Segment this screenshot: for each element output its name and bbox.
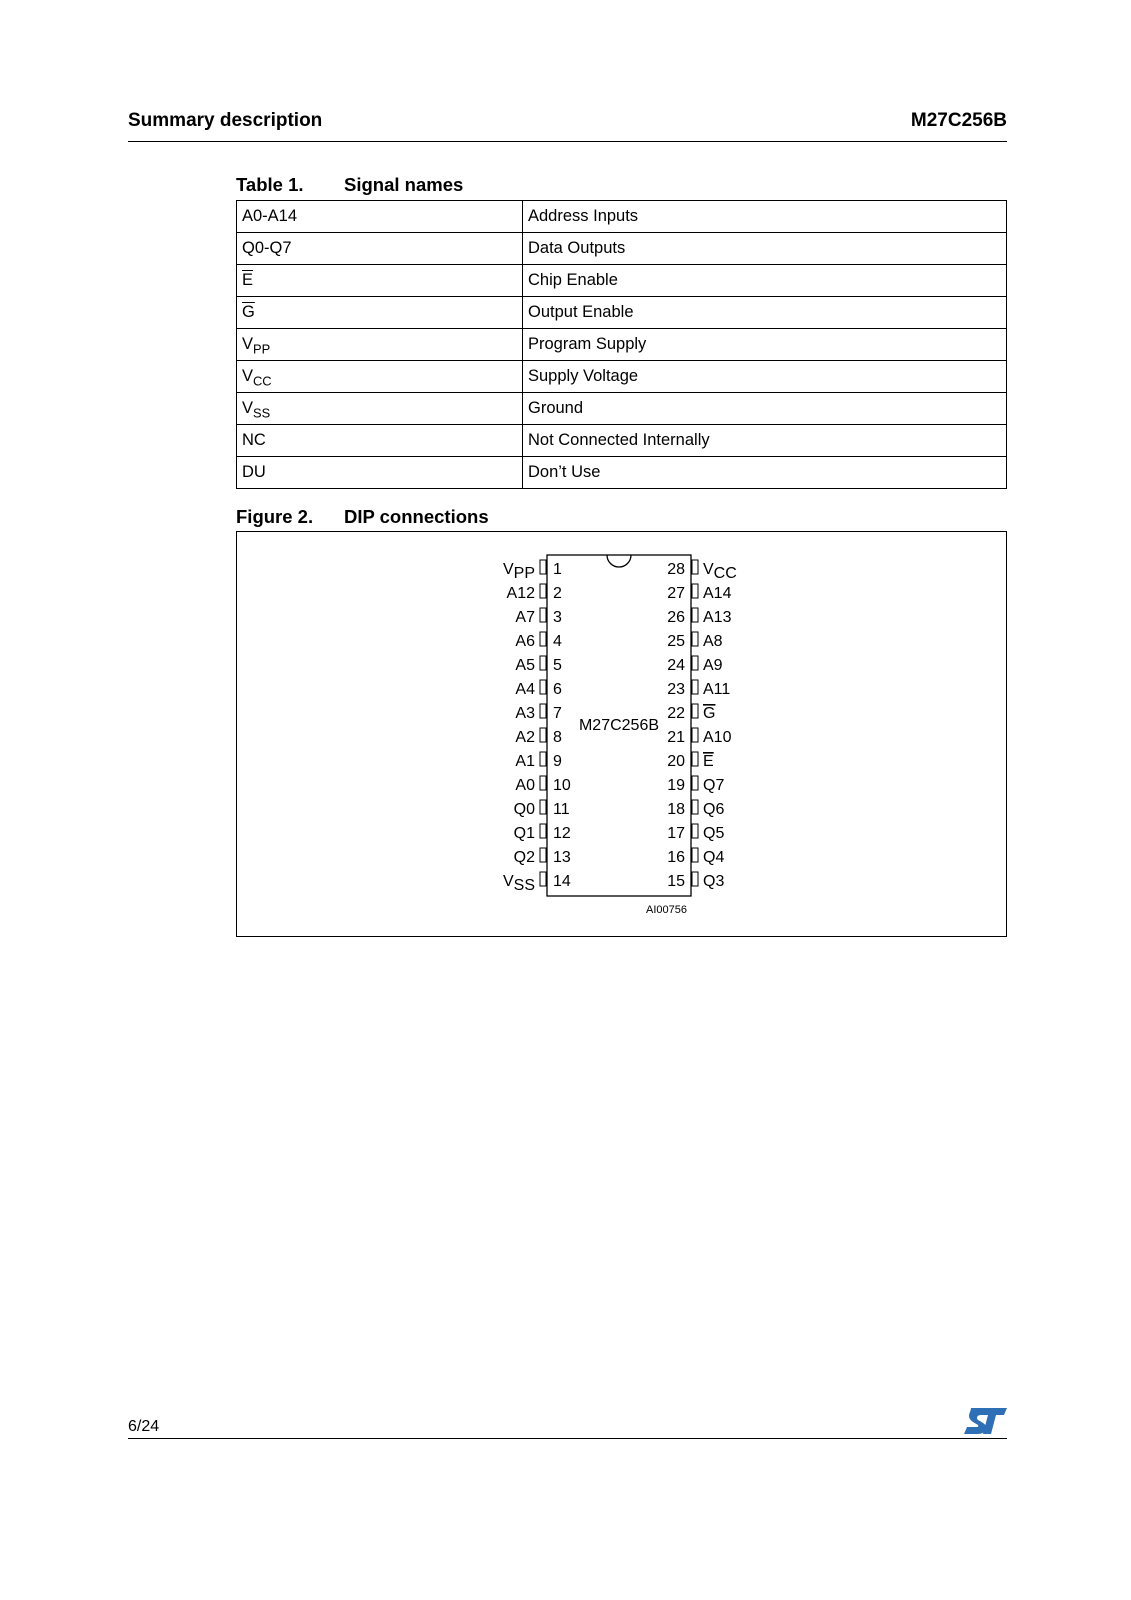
pin-number: 12	[553, 825, 571, 842]
pin-label-3: A7	[515, 609, 535, 626]
pin-lead	[692, 824, 698, 838]
dip-figure	[236, 531, 1007, 937]
signal-name	[237, 297, 523, 329]
pin-lead	[692, 776, 698, 790]
pin-label-7: A3	[515, 705, 535, 722]
table-row	[237, 329, 1007, 361]
pin-number: 23	[667, 681, 685, 698]
right-pins	[667, 560, 737, 890]
pin-label-16: Q4	[703, 849, 725, 866]
signal-description: Data Outputs	[523, 233, 1007, 265]
pin-lead	[692, 848, 698, 862]
pin-label-4: A6	[515, 633, 535, 650]
pin-number: 17	[667, 825, 685, 842]
chip-label: M27C256B	[578, 717, 660, 734]
pin-number: 27	[667, 585, 685, 602]
pin-number: 10	[553, 777, 571, 794]
pin-number: 18	[667, 801, 685, 818]
signal-name-text: $\overline{E}$	[242, 271, 254, 289]
signal-name: NC	[237, 425, 523, 457]
pin-number: 1	[553, 561, 562, 578]
pin-label-9: A1	[515, 753, 535, 770]
dip-diagram	[237, 532, 1006, 936]
signal-description: Don’t Use	[523, 457, 1007, 489]
pin-label-6: A4	[515, 681, 535, 698]
header-rule	[128, 141, 1007, 142]
signal-description: Chip Enable	[523, 265, 1007, 297]
pin-label-12: Q1	[513, 825, 535, 842]
pin-lead	[540, 704, 546, 718]
pin-number: 2	[553, 585, 562, 602]
pin-label-27: A14	[703, 585, 732, 602]
pin-lead	[540, 632, 546, 646]
pin-lead	[692, 680, 698, 694]
pin-number: 11	[553, 801, 570, 818]
signal-name: DU	[237, 457, 523, 489]
pin-number: 3	[553, 609, 562, 626]
pin-lead	[540, 872, 546, 886]
pin-lead	[540, 728, 546, 742]
figure-title: DIP connections	[344, 506, 489, 527]
pin-number: 14	[553, 873, 571, 890]
pin-lead	[540, 608, 546, 622]
figure-caption	[236, 506, 489, 528]
pin-lead	[692, 752, 698, 766]
pin-number: 16	[667, 849, 685, 866]
pin-label-15: Q3	[703, 873, 725, 890]
left-pins	[503, 560, 571, 894]
table-row	[237, 297, 1007, 329]
table-row	[237, 361, 1007, 393]
section-title: Summary description	[128, 110, 323, 131]
figure-ref-code: AI00756	[646, 904, 687, 916]
pin-label-22: G	[703, 705, 716, 722]
pin-number: 22	[667, 705, 685, 722]
pin-label-17: Q5	[703, 825, 725, 842]
signal-name	[237, 393, 523, 425]
page-number: 6/24	[128, 1418, 160, 1435]
pin-number: 7	[553, 705, 562, 722]
pin-lead	[540, 752, 546, 766]
pin-lead	[692, 560, 698, 574]
table-row	[237, 265, 1007, 297]
pin-number: 19	[667, 777, 685, 794]
pin-number: 26	[667, 609, 685, 626]
pin-lead	[540, 680, 546, 694]
table-row	[237, 233, 1007, 265]
pin-label-11: Q0	[513, 801, 535, 818]
pin-label-8: A2	[515, 729, 535, 746]
pin-lead	[540, 824, 546, 838]
pin-lead	[692, 608, 698, 622]
signal-name-text: V	[242, 335, 254, 353]
signal-name-text: V	[242, 399, 254, 417]
pin-label-2: A12	[506, 585, 535, 602]
table-row	[237, 393, 1007, 425]
pin-number: 20	[667, 753, 685, 770]
pin-number: 4	[553, 633, 562, 650]
pin-number: 24	[667, 657, 685, 674]
table-title: Signal names	[344, 174, 464, 195]
pin-lead	[692, 704, 698, 718]
footer-rule	[128, 1438, 1007, 1439]
pin-lead	[692, 632, 698, 646]
pin-label-18: Q6	[703, 801, 725, 818]
pin-lead	[692, 584, 698, 598]
table-row	[237, 457, 1007, 489]
signal-name-subscript: CC	[253, 373, 272, 389]
pin-lead	[692, 800, 698, 814]
pin-lead	[540, 800, 546, 814]
signal-description: Output Enable	[523, 297, 1007, 329]
st-logo-icon	[963, 1406, 1009, 1436]
pin-label-28: VCC	[703, 561, 737, 582]
pin-label-20: E	[703, 753, 714, 770]
pin-label-5: A5	[515, 657, 535, 674]
table-row	[237, 425, 1007, 457]
pin-number: 5	[553, 657, 562, 674]
pin-lead	[540, 560, 546, 574]
signal-description: Address Inputs	[523, 201, 1007, 233]
pin-number: 8	[553, 729, 562, 746]
signal-name: Q0-Q7	[237, 233, 523, 265]
pin-number: 28	[667, 561, 685, 578]
pin-lead	[540, 656, 546, 670]
pin-label-19: Q7	[703, 777, 725, 794]
signal-description: Program Supply	[523, 329, 1007, 361]
table-row	[237, 201, 1007, 233]
pin-label-23: A11	[703, 681, 731, 698]
chip-notch	[607, 555, 631, 567]
pin-label-24: A9	[703, 657, 723, 674]
pin-lead	[692, 656, 698, 670]
pin-number: 13	[553, 849, 571, 866]
pin-number: 15	[667, 873, 685, 890]
pin-lead	[540, 776, 546, 790]
pin-label-26: A13	[703, 609, 732, 626]
signal-name	[237, 265, 523, 297]
signal-name-text: V	[242, 367, 254, 385]
pin-lead	[692, 728, 698, 742]
signal-names-table	[236, 200, 1007, 489]
part-number: M27C256B	[910, 110, 1007, 131]
pin-number: 6	[553, 681, 562, 698]
signal-name: A0-A14	[237, 201, 523, 233]
figure-number: Figure 2.	[236, 506, 314, 527]
signal-name-text: $\overline{G}$	[242, 303, 255, 321]
pin-label-13: Q2	[513, 849, 535, 866]
pin-number: 21	[667, 729, 685, 746]
table-number: Table 1.	[236, 174, 304, 195]
pin-number: 25	[667, 633, 685, 650]
signal-description: Supply Voltage	[523, 361, 1007, 393]
pin-number: 9	[553, 753, 562, 770]
signal-name	[237, 361, 523, 393]
table-caption	[236, 174, 463, 196]
signal-name-subscript: SS	[253, 405, 271, 421]
signal-name-subscript: PP	[253, 341, 271, 357]
pin-lead	[540, 584, 546, 598]
signal-name	[237, 329, 523, 361]
pin-lead	[540, 848, 546, 862]
pin-label-10: A0	[515, 777, 535, 794]
pin-label-25: A8	[703, 633, 723, 650]
signal-description: Not Connected Internally	[523, 425, 1007, 457]
signal-description: Ground	[523, 393, 1007, 425]
pin-label-21: A10	[703, 729, 732, 746]
pin-label-1: VPP	[502, 561, 535, 582]
pin-lead	[692, 872, 698, 886]
pin-label-14: VSS	[502, 873, 535, 894]
